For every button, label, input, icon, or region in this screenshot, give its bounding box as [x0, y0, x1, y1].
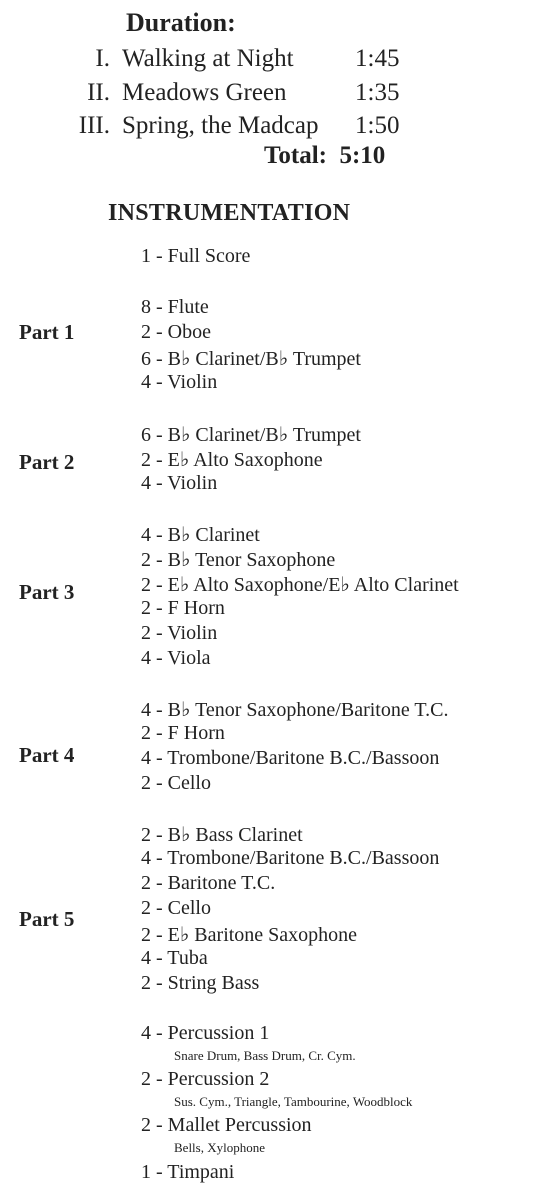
percussion-item: 1 - Timpani — [141, 1161, 235, 1183]
part-5-item: 2 - Baritone T.C. — [141, 872, 276, 894]
part-1-item: 6 - B♭ Clarinet/B♭ Trumpet — [141, 348, 361, 370]
part-3-item: 4 - Viola — [141, 647, 211, 669]
full-score-line: 1 - Full Score — [141, 245, 251, 267]
part-3-label: Part 3 — [19, 580, 75, 604]
part-2-label: Part 2 — [19, 450, 75, 474]
part-5-item: 4 - Trombone/Baritone B.C./Bassoon — [141, 847, 440, 869]
part-3-item: 2 - Violin — [141, 622, 218, 644]
part-5-item: 2 - Cello — [141, 897, 211, 919]
part-1-label: Part 1 — [19, 320, 75, 344]
percussion-detail: Bells, Xylophone — [174, 1140, 265, 1155]
part-5-item: 2 - E♭ Baritone Saxophone — [141, 924, 358, 946]
percussion-item: 2 - Mallet Percussion — [141, 1114, 312, 1136]
part-5-item: 2 - B♭ Bass Clarinet — [141, 824, 303, 846]
part-3-item: 4 - B♭ Clarinet — [141, 524, 260, 546]
part-1-item: 2 - Oboe — [141, 321, 211, 343]
instrumentation-title: INSTRUMENTATION — [108, 200, 351, 226]
part-5-label: Part 5 — [19, 907, 75, 931]
movement-1-title: Walking at Night — [122, 45, 294, 72]
part-4-item: 4 - Trombone/Baritone B.C./Bassoon — [141, 747, 440, 769]
part-4-item: 2 - F Horn — [141, 722, 225, 744]
part-1-item: 4 - Violin — [141, 371, 218, 393]
part-3-item: 2 - E♭ Alto Saxophone/E♭ Alto Clarinet — [141, 574, 459, 596]
part-5-item: 2 - String Bass — [141, 972, 260, 994]
percussion-item: 4 - Percussion 1 — [141, 1022, 270, 1044]
part-5-item: 4 - Tuba — [141, 947, 208, 969]
movement-2-number: II. — [87, 79, 110, 106]
duration-title: Duration: — [126, 8, 236, 37]
part-2-item: 4 - Violin — [141, 472, 218, 494]
movement-1-time: 1:45 — [355, 45, 400, 72]
movement-3-title: Spring, the Madcap — [122, 112, 319, 139]
part-4-item: 2 - Cello — [141, 772, 211, 794]
part-4-item: 4 - B♭ Tenor Saxophone/Baritone T.C. — [141, 699, 449, 721]
movement-2-time: 1:35 — [355, 79, 400, 106]
part-1-item: 8 - Flute — [141, 296, 209, 318]
movement-3-time: 1:50 — [355, 112, 400, 139]
part-4-label: Part 4 — [19, 743, 75, 767]
part-2-item: 2 - E♭ Alto Saxophone — [141, 449, 323, 471]
movement-1-number: I. — [95, 45, 110, 72]
movement-3-number: III. — [78, 112, 110, 139]
percussion-item: 2 - Percussion 2 — [141, 1068, 270, 1090]
part-2-item: 6 - B♭ Clarinet/B♭ Trumpet — [141, 424, 361, 446]
movement-2-title: Meadows Green — [122, 79, 287, 106]
percussion-detail: Sus. Cym., Triangle, Tambourine, Woodblock — [174, 1094, 413, 1109]
part-3-item: 2 - F Horn — [141, 597, 225, 619]
part-3-item: 2 - B♭ Tenor Saxophone — [141, 549, 336, 571]
total-duration: Total: 5:10 — [264, 142, 386, 169]
percussion-detail: Snare Drum, Bass Drum, Cr. Cym. — [174, 1048, 356, 1063]
